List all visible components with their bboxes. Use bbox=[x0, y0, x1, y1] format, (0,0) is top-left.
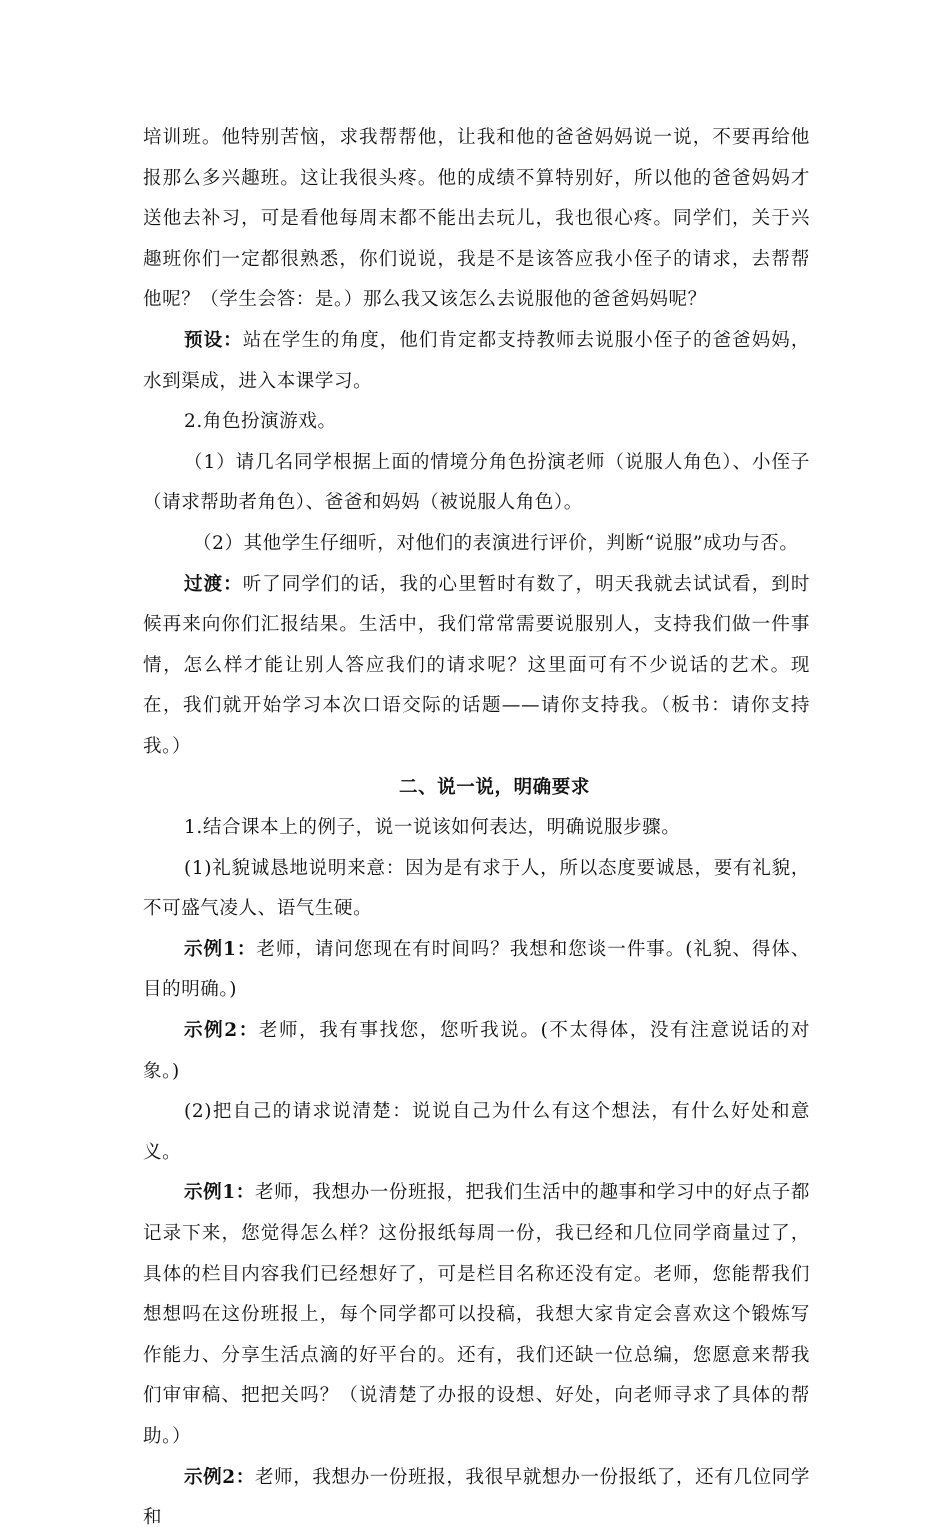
paragraph-step-intro: 1.结合课本上的例子，说一说该如何表达，明确说服步骤。 bbox=[184, 817, 681, 839]
paragraph-role-play-title: 2.角色扮演游戏。 bbox=[184, 411, 337, 433]
example-label: 示例1： bbox=[184, 1182, 255, 1204]
section-heading: 二、说一说，明确要求 bbox=[398, 776, 590, 798]
transition-text: 听了同学们的话，我的心里暂时有数了，明天我就去试试看，到时候再来向你们汇报结果。生活中，我们常常需要说服别人，支持我们做一件事情，怎么样才能让别人答应我们的请求呢？这里面可有不少说话的艺术。现在，我们就开始学习本次口语交际的话题——请你支持我。（板书：请你支持我。） bbox=[143, 573, 810, 757]
example-label: 示例2： bbox=[184, 1020, 259, 1042]
preset-label: 预设： bbox=[184, 329, 243, 351]
paragraph-point-1: (1)礼貌诚恳地说明来意：因为是有求于人，所以态度要诚恳，要有礼貌，不可盛气凌人、语气生硬。 bbox=[143, 857, 810, 920]
paragraph-preset bbox=[143, 321, 810, 402]
paragraph-role-play-1: （1）请几名同学根据上面的情境分角色扮演老师（说服人角色）、小侄子（请求帮助者角色）、爸爸和妈妈（被说服人角色）。 bbox=[143, 451, 810, 514]
transition-label: 过渡： bbox=[184, 573, 243, 595]
example-label: 示例2： bbox=[184, 1466, 255, 1488]
preset-text: 站在学生的角度，他们肯定都支持教师去说服小侄子的爸爸妈妈，水到渠成，进入本课学习。 bbox=[143, 329, 810, 392]
paragraph-example-1b bbox=[143, 1011, 810, 1092]
paragraph-point-2: (2)把自己的请求说清楚：说说自己为什么有这个想法，有什么好处和意义。 bbox=[143, 1101, 810, 1163]
example-label: 示例1： bbox=[184, 938, 257, 960]
example-text: 老师，我想办一份班报，把我们生活中的趣事和学习中的好点子都记录下来，您觉得怎么样？这份报纸每周一份，我已经和几位同学商量过了，具体的栏目内容我们已经想好了，可是栏目名称还没有定。老师，您能帮我们想想吗在这份班报上，每个同学都可以投稿，我想大家肯定会喜欢这个锻炼写作能力、分享生活点滴的好平台的。还有，我们还缺一位总编，您愿意来帮我们审审稿、把把关吗？（说清楚了办报的设想、好处，向老师寻求了具体的帮助。） bbox=[143, 1182, 810, 1447]
paragraph-role-play-2: （2）其他学生仔细听，对他们的表演进行评价，判断“说服”成功与否。 bbox=[193, 532, 799, 554]
paragraph-example-1a bbox=[143, 930, 810, 1011]
example-text: 老师，我想办一份班报，我很早就想办一份报纸了，还有几位同学和 bbox=[143, 1466, 810, 1529]
paragraph-example-2b bbox=[143, 1458, 810, 1539]
document-page bbox=[143, 118, 810, 1539]
example-text: 老师，我有事找您，您听我说。(不太得体，没有注意说话的对象。) bbox=[143, 1020, 810, 1082]
example-text: 老师，请问您现在有时间吗？我想和您谈一件事。(礼貌、得体、目的明确。) bbox=[143, 938, 810, 1001]
paragraph-example-2a bbox=[143, 1173, 810, 1457]
paragraph-transition bbox=[143, 565, 810, 768]
paragraph-intro: 培训班。他特别苦恼，求我帮帮他，让我和他的爸爸妈妈说一说，不要再给他报那么多兴趣班。这让我很头疼。他的成绩不算特别好，所以他的爸爸妈妈才送他去补习，可是看他每周末都不能出去玩儿，我也很心疼。同学们，关于兴趣班你们一定都很熟悉，你们说说，我是不是该答应我小侄子的请求，去帮帮他呢？（学生会答：是。）那么我又该怎么去说服他的爸爸妈妈呢？ bbox=[143, 127, 810, 311]
